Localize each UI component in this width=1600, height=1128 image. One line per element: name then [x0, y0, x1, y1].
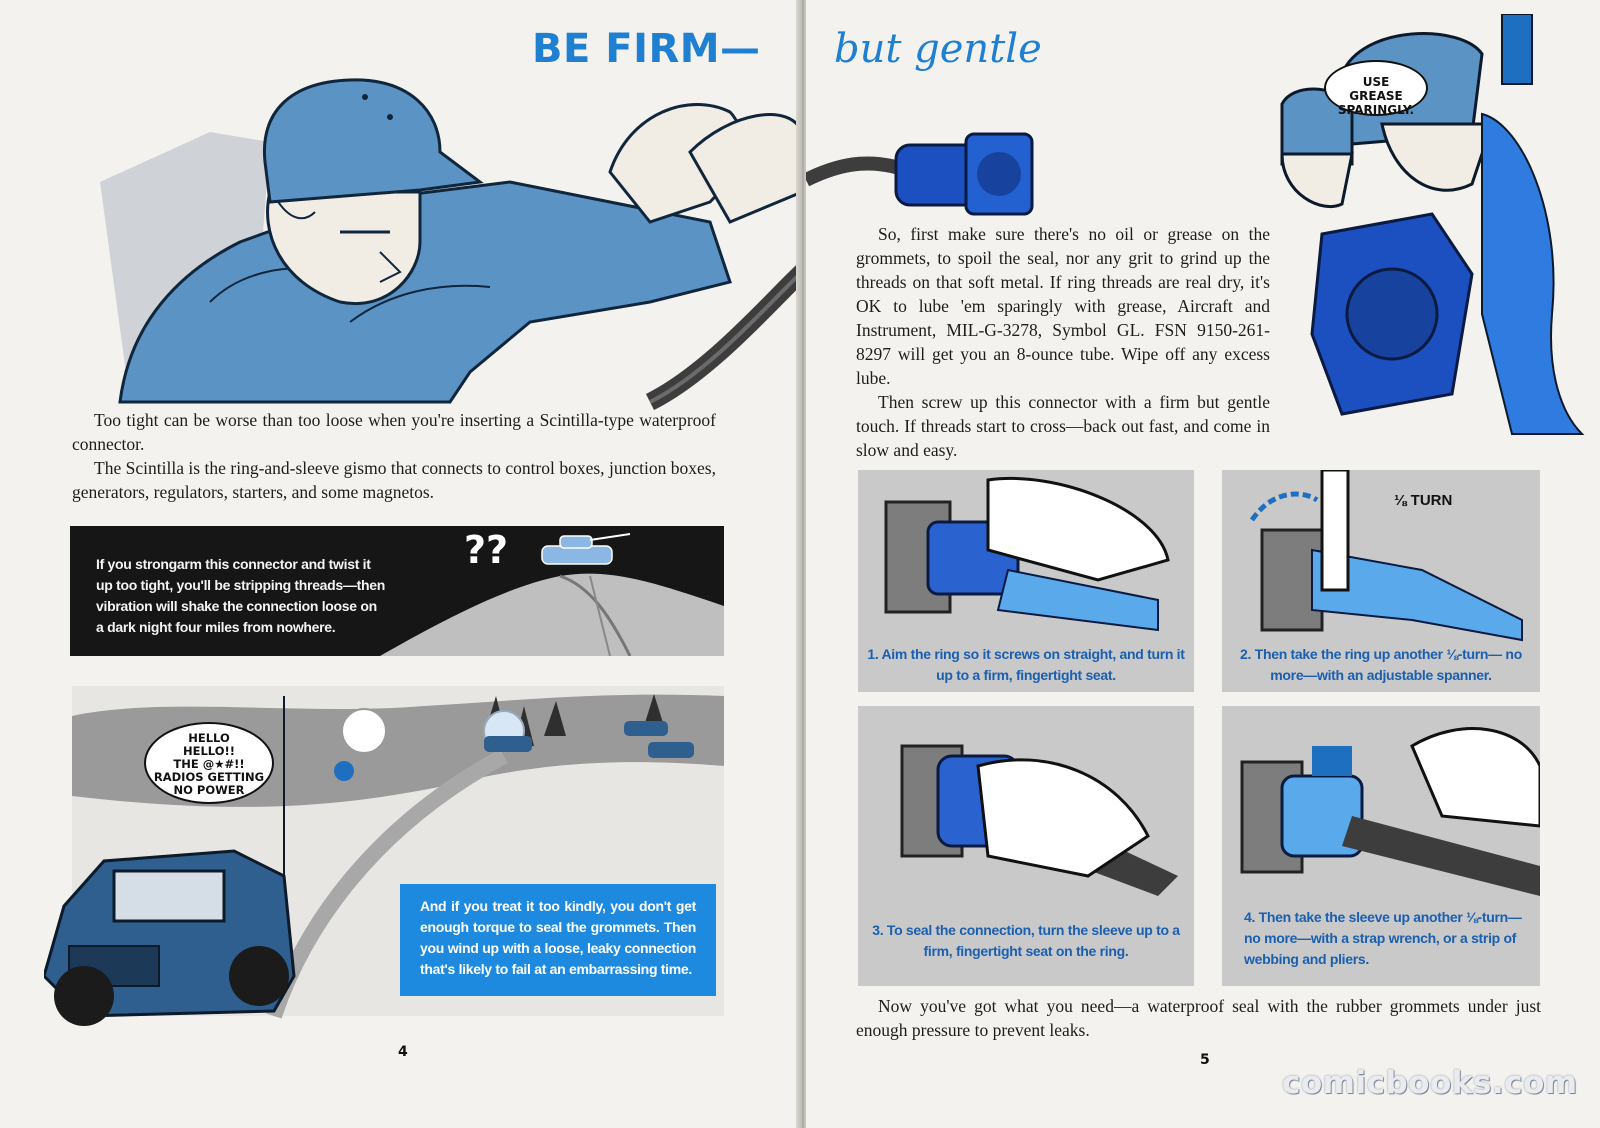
closing-text	[856, 994, 1541, 1042]
title-be-firm: BE FIRM—	[532, 26, 761, 72]
paragraph: Now you've got what you need—a waterproof seal with the rubber grommets under just enough pressure to prevent leaks.	[856, 996, 1541, 1040]
paragraph: The Scintilla is the ring-and-sleeve gismo that connects to control boxes, junction boxes, generators, regulators, starters, and some magnetos.	[72, 458, 716, 502]
bubble-line: NO POWER	[173, 783, 245, 797]
right-intro-text	[856, 222, 1270, 462]
radio-speech-bubble	[144, 722, 274, 804]
grease-cartoon	[1262, 14, 1592, 454]
step-caption-1: 1. Aim the ring so it screws on straight, and turn it up to a firm, fingertight seat.	[867, 646, 1185, 683]
step-panel-2	[1222, 470, 1540, 692]
night-panel	[70, 526, 724, 656]
bubble-line: HELLO	[188, 731, 230, 745]
title-but-gentle: but gentle	[834, 26, 1042, 72]
night-caption: If you strongarm this connector and twist it up too tight, you'll be stripping threads—then vibration will shake the connection loose on a dark night four miles from nowhere.	[96, 556, 385, 635]
bubble-line: RADIOS GETTING	[153, 770, 265, 784]
grease-speech-bubble: USE GREASE SPARINGLY.	[1324, 60, 1428, 116]
battlefield-panel	[44, 676, 724, 1036]
step-caption-2: 2. Then take the ring up another ⅛-turn— no more—with an adjustable spanner.	[1240, 646, 1522, 683]
step-panel-3	[858, 706, 1194, 986]
right-page	[806, 0, 1600, 1128]
page-number-left: 4	[398, 1044, 408, 1060]
step-panel-1	[858, 470, 1194, 692]
step-caption-4: 4. Then take the sleeve up another ⅛-turn— no more—with a strap wrench, or a strip of webbing and pliers.	[1244, 909, 1522, 967]
mechanic-illustration	[90, 72, 802, 412]
bubble-line: HELLO!!	[183, 744, 235, 758]
left-intro-text	[72, 408, 716, 504]
paragraph: So, first make sure there's no oil or grease on the grommets, to spoil the seal, nor any grit to grind up the threads on that soft metal. If ring threads are real dry, it's OK to lube 'em sparingly with grease, Aircraft and Instrument, MIL-G-3278, Symbol GL. FSN 9150-261-8297 will get you an 8-ounce tube. Wipe off any excess lube.	[856, 224, 1270, 388]
step-panel-4	[1222, 706, 1540, 986]
page-number-right: 5	[1200, 1052, 1210, 1068]
kindly-caption: And if you treat it too kindly, you don't get enough torque to seal the grommets. Then you wind up with a loose, leaky connection that's likely to fail at an embarrassing time.	[400, 884, 716, 996]
eighth-turn-label: ⅛ TURN	[1394, 492, 1453, 509]
site-watermark: comicbooks.com	[1282, 1065, 1578, 1101]
step-caption-3: 3. To seal the connection, turn the sleeve up to a firm, fingertight seat on the ring.	[872, 922, 1180, 959]
question-marks: ??	[464, 528, 509, 572]
paragraph: Too tight can be worse than too loose when you're inserting a Scintilla-type waterproof connector.	[72, 410, 716, 454]
connector-illustration	[806, 120, 1046, 230]
bubble-line: THE @★#!!	[173, 757, 245, 771]
paragraph: Then screw up this connector with a firm but gentle touch. If threads start to cross—back out fast, and come in slow and easy.	[856, 392, 1270, 460]
